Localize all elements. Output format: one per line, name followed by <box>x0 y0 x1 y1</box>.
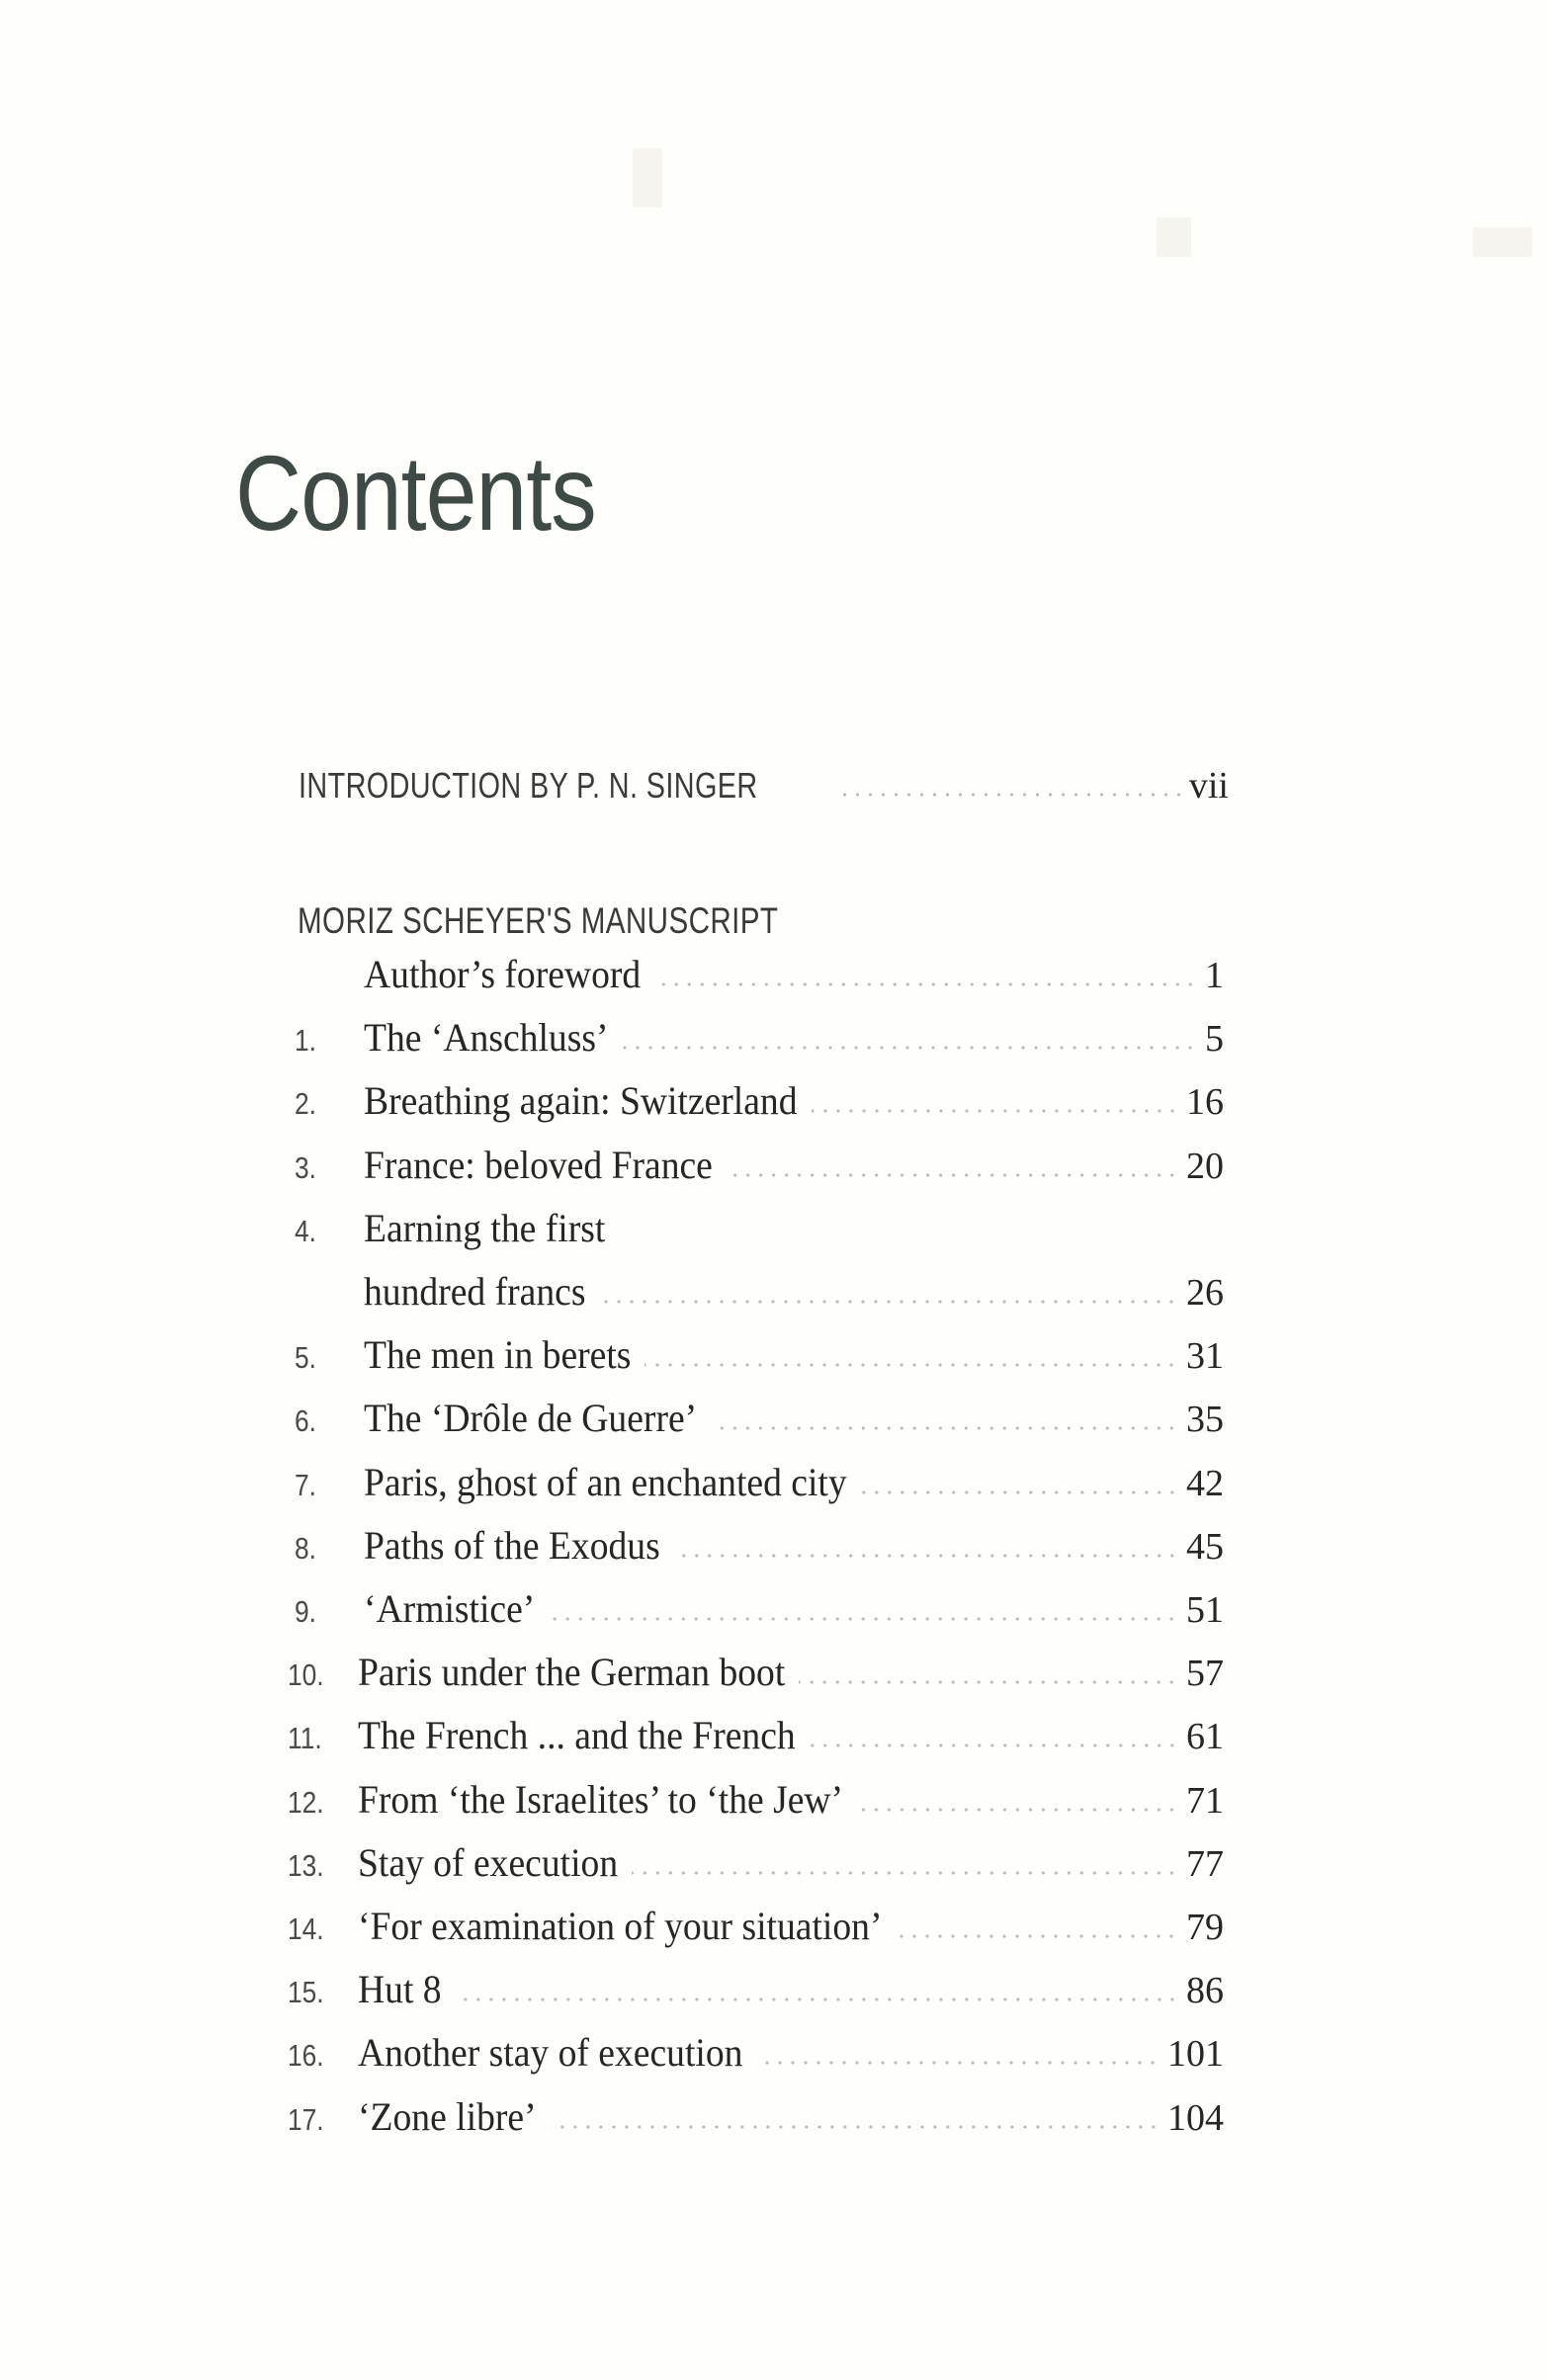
page-number: 45 <box>1186 1525 1224 1568</box>
chapter-number: 12. <box>288 1784 324 1820</box>
toc-entry-continuation[interactable] <box>0 1258 1547 1318</box>
toc-entry[interactable] <box>0 1512 1547 1572</box>
chapter-title: The ‘Drôle de Guerre’ <box>364 1396 698 1441</box>
page-number: 77 <box>1186 1842 1224 1885</box>
chapter-number: 15. <box>288 1975 324 2010</box>
chapter-number: 9. <box>295 1594 316 1629</box>
toc-entry[interactable] <box>0 2083 1547 2143</box>
dot-leader <box>896 1934 1178 1938</box>
page-number: 35 <box>1186 1399 1224 1441</box>
chapter-number: 10. <box>288 1658 324 1693</box>
chapter-title: Stay of execution <box>358 1839 619 1885</box>
dot-leader <box>810 1743 1178 1747</box>
toc-entry[interactable] <box>0 941 1547 1000</box>
toc-entry[interactable] <box>0 2019 1547 2079</box>
dot-leader <box>674 1554 1178 1558</box>
toc-entry[interactable] <box>0 1195 1547 1254</box>
chapter-title: ‘Zone libre’ <box>358 2093 537 2139</box>
toc-entry[interactable] <box>0 1004 1547 1063</box>
dot-leader <box>836 793 1185 797</box>
page-number: 42 <box>1186 1462 1224 1504</box>
page-number: 104 <box>1167 2096 1224 2139</box>
chapter-number: 14. <box>288 1912 324 1946</box>
paper-texture <box>1473 227 1532 257</box>
chapter-number: 6. <box>295 1403 316 1439</box>
dot-leader <box>551 2125 1160 2129</box>
toc-entry[interactable] <box>0 1067 1547 1127</box>
dot-leader <box>756 2061 1160 2065</box>
page-number: 61 <box>1186 1716 1224 1758</box>
paper-texture <box>633 148 662 208</box>
page-number: 31 <box>1186 1335 1224 1378</box>
page-number: 101 <box>1167 2033 1224 2076</box>
toc-entry[interactable] <box>0 1321 1547 1381</box>
dot-leader <box>599 1300 1178 1304</box>
toc-entry[interactable] <box>0 1639 1547 1698</box>
toc-entry[interactable] <box>0 1385 1547 1444</box>
page-number: 57 <box>1186 1653 1224 1695</box>
page-number: 5 <box>1205 1018 1224 1061</box>
chapter-number: 16. <box>288 2038 324 2074</box>
paper-texture <box>1157 217 1191 257</box>
chapter-number: 8. <box>295 1530 316 1566</box>
chapter-title: The French ... and the French <box>358 1713 796 1758</box>
chapter-title: Another stay of execution <box>358 2030 743 2076</box>
dot-leader <box>456 1998 1178 2001</box>
toc-entry[interactable] <box>0 1893 1547 1952</box>
toc-entry[interactable] <box>0 1956 1547 2015</box>
chapter-number: 13. <box>288 1847 324 1883</box>
page-number: 1 <box>1205 955 1224 996</box>
toc-entry[interactable] <box>0 1449 1547 1508</box>
dot-leader <box>711 1426 1178 1430</box>
chapter-title: Hut 8 <box>358 1967 442 2012</box>
chapter-number: 7. <box>295 1467 316 1502</box>
chapter-number: 1. <box>295 1023 316 1059</box>
toc-entry[interactable] <box>0 1829 1547 1889</box>
chapter-number: 5. <box>295 1340 316 1376</box>
chapter-title: ‘For examination of your situation’ <box>358 1904 883 1948</box>
chapter-number: 11. <box>288 1721 322 1756</box>
toc-entry[interactable] <box>0 1702 1547 1761</box>
chapter-title: Earning the first <box>364 1205 606 1250</box>
page-number: 51 <box>1186 1589 1224 1631</box>
dot-leader <box>727 1173 1178 1177</box>
chapter-title: Paris under the German boot <box>358 1650 786 1695</box>
section-heading: MORIZ SCHEYER'S MANUSCRIPT <box>298 900 779 941</box>
chapter-title: France: beloved France <box>364 1142 713 1187</box>
dot-leader <box>812 1109 1178 1113</box>
page-number: 16 <box>1186 1081 1224 1124</box>
dot-leader <box>622 1046 1197 1050</box>
page-number: 20 <box>1186 1145 1224 1187</box>
page-number: 79 <box>1186 1907 1224 1948</box>
dot-leader <box>861 1490 1178 1494</box>
chapter-number: 3. <box>295 1149 316 1185</box>
chapter-title: The ‘Anschluss’ <box>364 1015 609 1061</box>
dot-leader <box>549 1617 1178 1621</box>
dot-leader <box>799 1680 1178 1684</box>
dot-leader <box>645 1363 1178 1367</box>
toc-entry[interactable] <box>0 1575 1547 1635</box>
toc-entry[interactable] <box>0 1766 1547 1826</box>
page-number: vii <box>1188 765 1229 807</box>
chapter-number: 2. <box>295 1086 316 1122</box>
page-title: Contents <box>235 433 596 552</box>
page-number: 26 <box>1186 1272 1224 1314</box>
page-number: 71 <box>1186 1779 1224 1822</box>
chapter-title: ‘Armistice’ <box>364 1586 536 1631</box>
chapter-title: Breathing again: Switzerland <box>364 1078 798 1124</box>
chapter-title-line2: hundred francs <box>364 1269 586 1314</box>
dot-leader <box>632 1871 1178 1875</box>
toc-entry[interactable] <box>0 1132 1547 1191</box>
introduction-label: INTRODUCTION BY P. N. SINGER <box>299 765 758 806</box>
chapter-title: Paris, ghost of an enchanted city <box>364 1459 847 1504</box>
chapter-title: Paths of the Exodus <box>364 1522 660 1568</box>
page-number: 86 <box>1186 1970 1224 2012</box>
dot-leader <box>654 982 1197 986</box>
chapter-number: 4. <box>295 1213 316 1248</box>
chapter-title: Author’s foreword <box>364 952 642 996</box>
chapter-number: 17. <box>288 2101 324 2137</box>
dot-leader <box>857 1808 1178 1812</box>
chapter-title: The men in berets <box>364 1332 632 1378</box>
toc-entry-introduction[interactable] <box>0 751 1547 810</box>
chapter-title: From ‘the Israelites’ to ‘the Jew’ <box>358 1776 844 1822</box>
